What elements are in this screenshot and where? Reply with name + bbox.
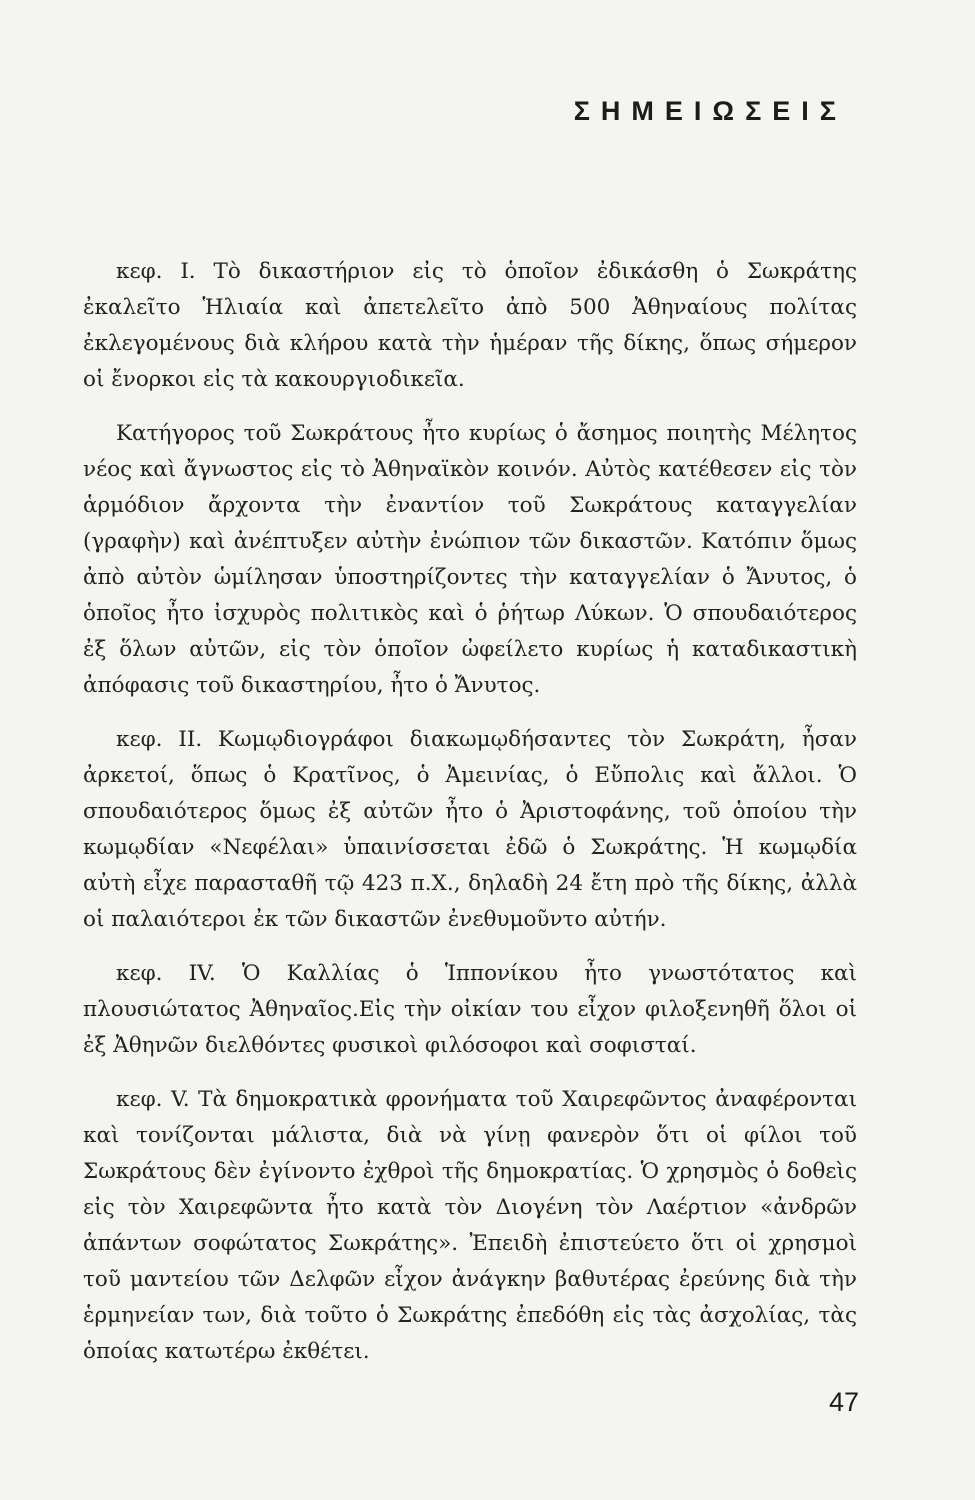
notes-body [83, 254, 857, 1370]
note-chapter-1: κεφ. I. Τὸ δικαστήριον εἰς τὸ ὁποῖον ἐδικάσθη ὁ Σωκράτης ἐκαλεῖτο Ἡλιαία καὶ ἀπετελεῖτο ἀπὸ 500 Ἀθηναίους πολίτας ἐκλεγομένους διὰ κλήρου κατὰ τὴν ἡμέραν τῆς δίκης, ὅπως σήμερον οἱ ἔνορκοι εἰς τὰ κακουργιοδικεῖα. [83, 259, 857, 392]
note-chapter-4: κεφ. IV. Ὁ Καλλίας ὁ Ἱππονίκου ἦτο γνωστότατος καὶ πλουσιώτατος Ἀθηναῖος.Εἰς τὴν οἰκίαν του εἶχον φιλοξενηθῆ ὅλοι οἱ ἐξ Ἀθηνῶν διελθόντες φυσικοὶ φιλόσοφοι καὶ σοφισταί. [83, 961, 857, 1058]
note-chapter-5: κεφ. V. Τὰ δημοκρατικὰ φρονήματα τοῦ Χαιρεφῶντος ἀναφέρονται καὶ τονίζονται μάλιστα, διὰ νὰ γίνῃ φανερὸν ὅτι οἱ φίλοι τοῦ Σωκράτους δὲν ἐγίνοντο ἐχθροὶ τῆς δημοκρατίας. Ὁ χρησμὸς ὁ δοθεὶς εἰς τὸν Χαιρεφῶντα ἦτο κατὰ τὸν Διογένη τὸν Λαέρτιον «ἀνδρῶν ἁπάντων σοφώτατος Σωκράτης». Ἐπειδὴ ἐπιστεύετο ὅτι οἱ χρησμοὶ τοῦ μαντείου τῶν Δελφῶν εἶχον ἀνάγκην βαθυτέρας ἐρεύνης διὰ τὴν ἑρμηνείαν των, διὰ τοῦτο ὁ Σωκράτης ἐπεδόθη εἰς τὰς ἀσχολίας, τὰς ὁποίας κατωτέρω ἐκθέτει. [83, 1087, 857, 1364]
note-chapter-2: κεφ. II. Κωμῳδιογράφοι διακωμῳδήσαντες τὸν Σωκράτη, ἦσαν ἀρκετοί, ὅπως ὁ Κρατῖνος, ὁ Ἀμεινίας, ὁ Εὔπολις καὶ ἄλλοι. Ὁ σπουδαιότερος ὅμως ἐξ αὐτῶν ἦτο ὁ Ἀριστοφάνης, τοῦ ὁποίου τὴν κωμῳδίαν «Νεφέλαι» ὑπαινίσσεται ἐδῶ ὁ Σωκράτης. Ἡ κωμῳδία αὐτὴ εἶχε παρασταθῆ τῷ 423 π.Χ., δηλαδὴ 24 ἔτη πρὸ τῆς δίκης, ἀλλὰ οἱ παλαιότεροι ἐκ τῶν δικαστῶν ἐνεθυμοῦντο αὐτήν. [83, 727, 857, 932]
note-chapter-1-accusers: Κατήγορος τοῦ Σωκράτους ἦτο κυρίως ὁ ἄσημος ποιητὴς Μέλητος νέος καὶ ἄγνωστος εἰς τὸ Ἀθηναϊκὸν κοινόν. Αὐτὸς κατέθεσεν εἰς τὸν ἁρμόδιον ἄρχοντα τὴν ἐναντίον τοῦ Σωκράτους καταγγελίαν (γραφὴν) καὶ ἀνέπτυξεν αὐτὴν ἐνώπιον τῶν δικαστῶν. Κατόπιν ὅμως ἀπὸ αὐτὸν ὡμίλησαν ὑποστηρίζοντες τὴν καταγγελίαν ὁ Ἄνυτος, ὁ ὁποῖος ἦτο ἰσχυρὸς πολιτικὸς καὶ ὁ ῥήτωρ Λύκων. Ὁ σπουδαιότερος ἐξ ὅλων αὐτῶν, εἰς τὸν ὁποῖον ὠφείλετο κυρίως ἡ καταδικαστικὴ ἀπόφασις τοῦ δικαστηρίου, ἦτο ὁ Ἄνυτος. [83, 421, 857, 698]
page-number: 47 [828, 1387, 859, 1417]
page-heading: ΣΗΜΕΙΩΣΕΙΣ [573, 96, 847, 126]
